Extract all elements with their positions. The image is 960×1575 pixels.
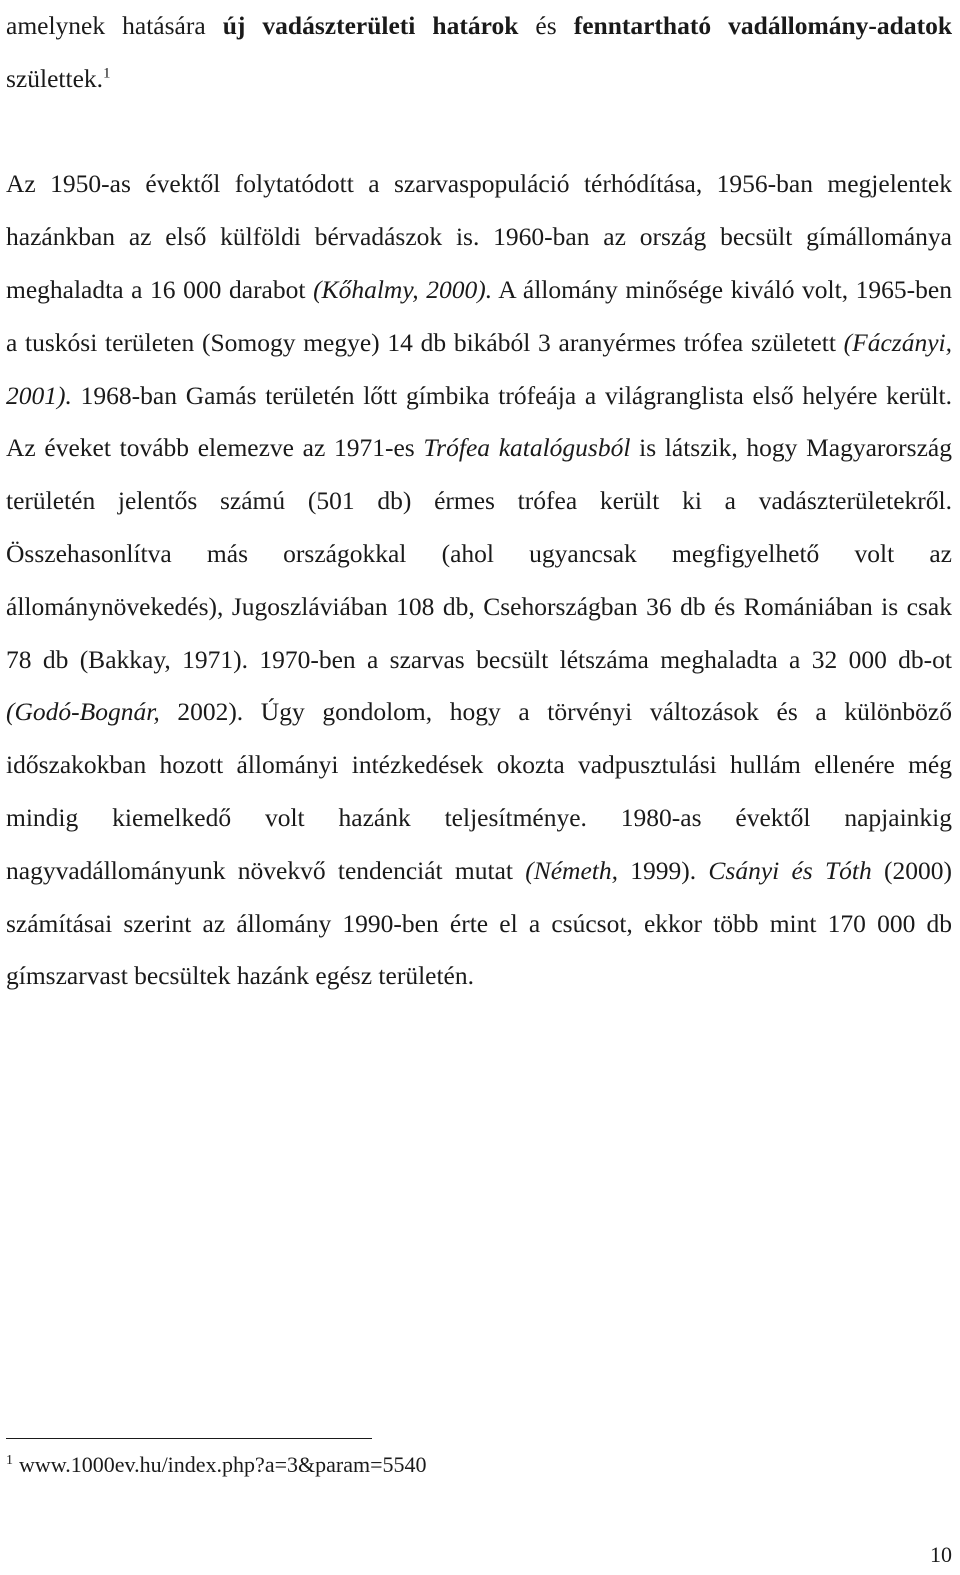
text-run: 1968-ban Gamás területén lőtt gímbika trófeája a világranglista első helyére került. Az éveket tovább elemezve az 1971-es [6, 380, 952, 463]
page-number: 10 [930, 1542, 952, 1567]
publication-title: Trófea katalógusból [423, 433, 631, 463]
paragraph-1 [6, 0, 952, 106]
footnote [6, 1450, 426, 1480]
citation: (Fáczányi, 2001). [6, 327, 952, 410]
text-run: (2000) számításai szerint az állomány 1990-ben érte el a csúcsot, ekkor több mint 170 000 db gímszarvast becsültek hazánk egész területén. [6, 855, 953, 991]
text-run: 1999). [618, 855, 709, 885]
citation: (Godó-Bognár, [6, 697, 160, 727]
text-run: A állomány minősége kiváló volt, 1965-ben a tuskósi területen (Somogy megye) 14 db bikából 3 aranyérmes trófea született [6, 274, 952, 357]
text-run: amelynek hatására [6, 11, 223, 40]
text-run: Az 1950-as évektől folytatódott a szarvaspopuláció térhódítása, 1956-ban megjelentek hazánkban az első külföldi bérvadászok is. 1960-ban az ország becsült gímállománya meghaladta a 16 000 darabot [6, 169, 952, 304]
footnote-reference[interactable]: 1 [103, 65, 111, 82]
citation: Csányi és Tóth [708, 855, 872, 885]
text-run: születtek. [6, 63, 104, 93]
bold-run: fenntartható vadállomány-adatok [573, 11, 953, 40]
citation: (Kőhalmy, 2000). [313, 274, 493, 304]
text-run: és [518, 11, 574, 40]
text-run: 2002). Úgy gondolom, hogy a törvényi változások és a különböző időszakokban hozott állományi intézkedések okozta vadpusztulási hullám ellenére még mindig kiemelkedő volt hazánk teljesítménye. 1980-as évektől napjainkig nagyvadállományunk növekvő tendenciát mutat [6, 697, 952, 885]
footnote-separator [6, 1438, 372, 1439]
citation: (Németh, [525, 855, 618, 885]
page-body [6, 0, 952, 1003]
footnote-number: 1 [6, 1452, 13, 1468]
text-run: is látszik, hogy Magyarország területén jelentős számú (501 db) érmes trófea került ki a vadászterületekről. Összehasonlítva más országokkal (ahol ugyancsak megfigyelhető volt az állománynövekedés), Jugoszláviában 108 db, Csehországban 36 db és Romániában is csak 78 db (Bakkay, 1971). 1970-ben a szarvas becsült létszáma meghaladta a 32 000 db-ot [6, 433, 952, 674]
bold-run: új vadászterületi határok [222, 11, 519, 40]
paragraph-2 [6, 158, 952, 1003]
footnote-link[interactable]: www.1000ev.hu/index.php?a=3&param=5540 [19, 1452, 427, 1477]
